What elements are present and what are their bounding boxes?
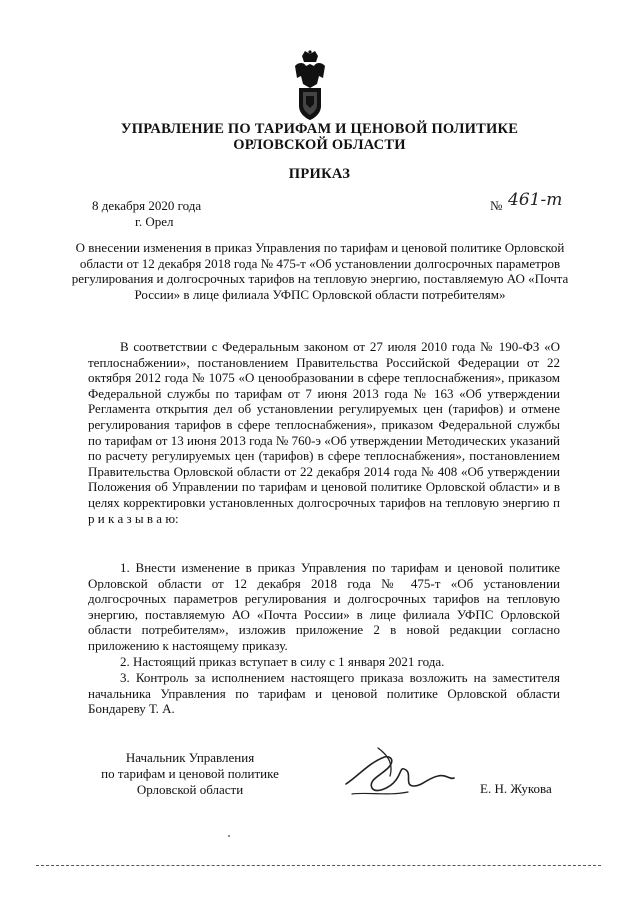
document-type-title: ПРИКАЗ [288, 166, 351, 182]
signatory-name: Е. Н. Жукова [480, 781, 552, 796]
order-item-1 [88, 560, 560, 654]
preamble-paragraph [88, 339, 560, 526]
signatory-position-line3: Орловской области [136, 782, 244, 797]
signatory-position-line2: по тарифам и ценовой политике [101, 766, 279, 781]
order-item-text: 2. Настоящий приказ вступает в силу с 1 января 2021 года. [120, 654, 445, 669]
agency-name-line2: ОРЛОВСКОЙ ОБЛАСТИ [233, 137, 406, 153]
order-item-2 [88, 654, 560, 670]
preamble-text: В соответствии с Федеральным законом от 27 июля 2010 года № 190-ФЗ «О теплоснабжении», постановлением Правительства Российской Федерации от 22 октября 2012 года № 1075 «О ценообразовании в сфере теплоснабжения», приказом Федеральной службы по тарифам от 7 июня 2013 года № 163 «Об утверждении Регламента открытия дел об установлении регулируемых цен (тарифов) и отмене регулирования тарифов в сфере теплоснабжения», приказом Федеральной службы по тарифам от 13 июня 2013 года № 760-э «Об утверждении Методических указаний по расчету регулируемых цен (тарифов) в сфере теплоснабжения», постановлением Правительства Орловской области от 22 декабря 2014 года № 408 «Об утверждении Положения об Управлении по тарифам и ценовой политике Орловской области» и в целях корректировки установленных долгосрочных тарифов на тепловую энергию п р и к а з ы в а ю: [88, 339, 560, 526]
order-city: г. Орел [135, 214, 174, 229]
order-item-text: 3. Контроль за исполнением настоящего приказа возложить на заместителя начальника Управления по тарифам и ценовой политике Орловской области Бондареву Т. А. [88, 670, 560, 717]
handwritten-signature [338, 736, 458, 802]
signatory-position [90, 750, 290, 798]
agency-name-line1: УПРАВЛЕНИЕ ПО ТАРИФАМ И ЦЕНОВОЙ ПОЛИТИКЕ [120, 121, 519, 137]
order-number-label: № [490, 198, 503, 213]
order-item-text: 1. Внести изменение в приказ Управления по тарифам и ценовой политике Орловской области от 12 декабря 2018 года № 475-т «Об установлении долгосрочных параметров регулирования и долгосрочных тарифов на тепловую энергию, поставляемую АО «Почта России» в лице филиала УФПС Орловской области потребителям», изложив приложение 2 в новой редакции согласно приложению к настоящему приказу. [88, 560, 560, 653]
scan-speck [228, 835, 230, 837]
coat-of-arms-icon [292, 50, 328, 122]
bottom-scan-line [36, 865, 601, 866]
order-number-handwritten: 461-т [508, 190, 563, 210]
order-item-3 [88, 670, 560, 717]
order-subject: О внесении изменения в приказ Управления по тарифам и ценовой политике Орловской области от 12 декабря 2018 года № 475-т «Об установлении долгосрочных параметров регулирования и долгосрочных тарифов на тепловую энергию, поставляемую АО «Почта России» в лице филиала УФПС Орловской области потребителям» [71, 240, 569, 302]
signatory-position-line1: Начальник Управления [125, 750, 255, 765]
order-date: 8 декабря 2020 года [92, 198, 202, 213]
